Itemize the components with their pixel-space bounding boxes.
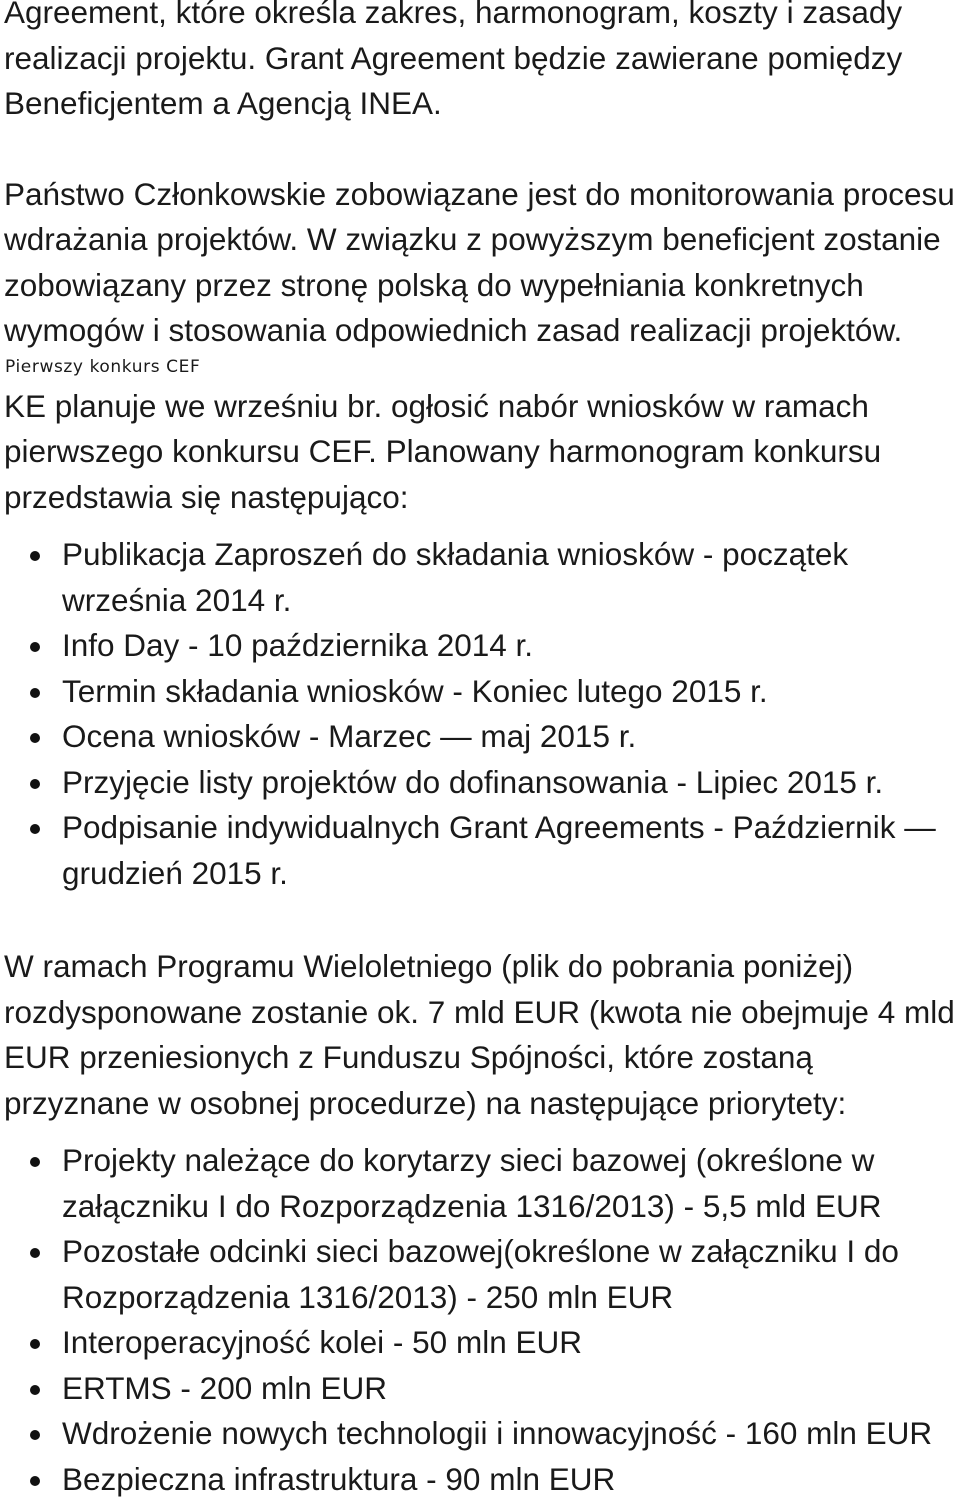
list-item <box>0 532 960 623</box>
bullet-icon <box>30 1248 40 1258</box>
list-gap <box>0 520 960 532</box>
text-line: Państwo Członkowskie zobowiązane jest do monitorowania procesu <box>0 172 960 218</box>
list-item-text: Przyjęcie listy projektów do dofinansowania - Lipiec 2015 r. <box>62 760 960 806</box>
text-line: EUR przeniesionych z Funduszu Spójności, które zostaną <box>0 1035 960 1081</box>
text-line: wdrażania projektów. W związku z powyższym beneficjent zostanie <box>0 217 960 263</box>
list-item-text: Pozostałe odcinki sieci bazowej(określone w załączniku I do <box>62 1229 960 1275</box>
bullet-icon <box>30 779 40 789</box>
list-item <box>0 714 960 760</box>
bullet-icon <box>30 551 40 561</box>
text-line: W ramach Programu Wieloletniego (plik do pobrania poniżej) <box>0 944 960 990</box>
bullet-icon <box>30 1157 40 1167</box>
monitoring-paragraph <box>0 172 960 354</box>
list-item-text: grudzień 2015 r. <box>62 851 960 897</box>
list-item-text: Info Day - 10 października 2014 r. <box>62 623 960 669</box>
section-heading: Pierwszy konkurs CEF <box>0 354 960 384</box>
bullet-icon <box>30 688 40 698</box>
text-line: rozdysponowane zostanie ok. 7 mld EUR (kwota nie obejmuje 4 mld <box>0 990 960 1036</box>
list-item <box>0 1320 960 1366</box>
bullet-icon <box>30 1385 40 1395</box>
list-item-text: Termin składania wniosków - Koniec lutego 2015 r. <box>62 669 960 715</box>
list-item-text: Publikacja Zaproszeń do składania wniosków - początek <box>62 532 960 578</box>
bullet-icon <box>30 824 40 834</box>
list-item-text: września 2014 r. <box>62 578 960 624</box>
bullet-icon <box>30 1430 40 1440</box>
list-item-text: Rozporządzenia 1316/2013) - 250 mln EUR <box>62 1275 960 1321</box>
schedule-list <box>0 532 960 896</box>
bullet-icon <box>30 1476 40 1486</box>
list-item-text: Bezpieczna infrastruktura - 90 mln EUR <box>62 1457 960 1502</box>
intro-paragraph <box>0 0 960 127</box>
list-item-text: Wdrożenie nowych technologii i innowacyjność - 160 mln EUR <box>62 1411 960 1457</box>
list-item <box>0 760 960 806</box>
list-item <box>0 1229 960 1320</box>
priorities-list <box>0 1138 960 1502</box>
list-item-text: Ocena wniosków - Marzec — maj 2015 r. <box>62 714 960 760</box>
program-paragraph <box>0 944 960 1126</box>
list-item-text: ERTMS - 200 mln EUR <box>62 1366 960 1412</box>
bullet-icon <box>30 733 40 743</box>
text-line: pierwszego konkursu CEF. Planowany harmonogram konkursu <box>0 429 960 475</box>
contest-paragraph <box>0 384 960 521</box>
list-item-text: Interoperacyjność kolei - 50 mln EUR <box>62 1320 960 1366</box>
list-gap <box>0 1126 960 1138</box>
list-item <box>0 1457 960 1502</box>
bullet-icon <box>30 642 40 652</box>
list-item <box>0 623 960 669</box>
list-item <box>0 669 960 715</box>
text-line: zobowiązany przez stronę polską do wypełniania konkretnych <box>0 263 960 309</box>
list-item-text: Projekty należące do korytarzy sieci bazowej (określone w <box>62 1138 960 1184</box>
text-line: Agreement, które określa zakres, harmonogram, koszty i zasady <box>0 0 960 36</box>
list-item <box>0 1411 960 1457</box>
bullet-icon <box>30 1339 40 1349</box>
list-item <box>0 1138 960 1229</box>
text-line: przedstawia się następująco: <box>0 475 960 521</box>
list-item-text: Podpisanie indywidualnych Grant Agreements - Październik — <box>62 805 960 851</box>
text-line: wymogów i stosowania odpowiednich zasad realizacji projektów. <box>0 308 960 354</box>
paragraph-gap <box>0 896 960 944</box>
text-line: realizacji projektu. Grant Agreement będzie zawierane pomiędzy <box>0 36 960 82</box>
text-line: KE planuje we wrześniu br. ogłosić nabór wniosków w ramach <box>0 384 960 430</box>
list-item <box>0 1366 960 1412</box>
text-line: przyznane w osobnej procedurze) na następujące priorytety: <box>0 1081 960 1127</box>
list-item <box>0 805 960 896</box>
list-item-text: załączniku I do Rozporządzenia 1316/2013) - 5,5 mld EUR <box>62 1184 960 1230</box>
paragraph-gap <box>0 127 960 172</box>
text-line: Beneficjentem a Agencją INEA. <box>0 81 960 127</box>
